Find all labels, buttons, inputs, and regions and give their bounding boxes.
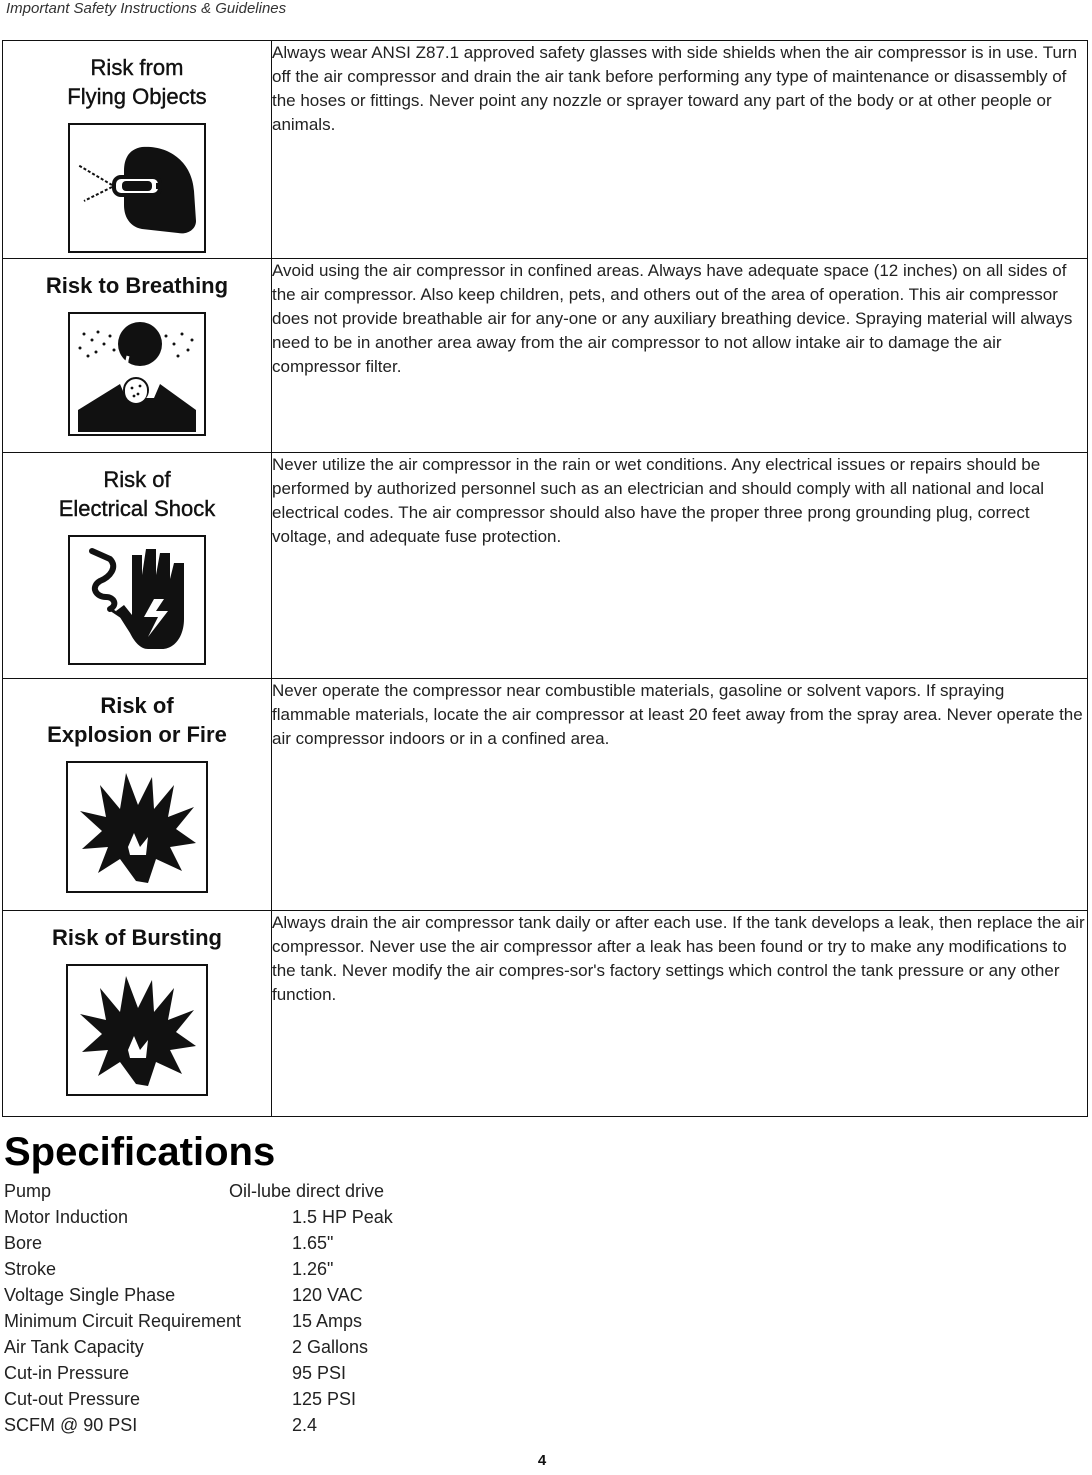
page-header: Important Safety Instructions & Guidelines [6,0,287,17]
risk-text-cell [272,259,1088,453]
spec-row [4,1256,484,1282]
risk-row-flying-objects [3,41,1088,259]
risk-title: Risk of Electrical Shock [58,467,216,521]
explosion-icon [66,761,208,893]
risk-row-electrical-shock [3,453,1088,679]
page-number: 4 [537,1452,547,1469]
risk-text-cell [272,911,1088,1117]
spec-value: Oil-lube direct drive [229,1181,385,1201]
spec-label: Air Tank Capacity [4,1337,144,1357]
spec-value: 15 Amps [292,1311,363,1331]
risk-description: Always drain the air compressor tank daily or after each use. If the tank develops a leak, then replace the air compressor. Never use the air compressor after a leak has been found or try to make any modifications to the tank. Never modify the air compres-sor's factory settings which control the tank pressure or any other function. [272,913,1085,1004]
risk-title: Risk of Explosion or Fire [47,693,227,747]
spec-value: 2.4 [292,1415,318,1435]
risk-title: Risk of Bursting [52,925,222,950]
spec-label: Cut-in Pressure [4,1363,130,1383]
spec-label: Voltage Single Phase [4,1285,176,1305]
spec-label: Pump [4,1181,52,1201]
spec-label: Stroke [4,1259,57,1279]
spec-label: Minimum Circuit Requirement [4,1311,242,1331]
spec-row [4,1282,484,1308]
risk-label-cell [3,911,272,1117]
spec-value: 1.65" [292,1233,334,1253]
spec-label: SCFM @ 90 PSI [4,1415,138,1435]
specifications-heading: Specifications [4,1130,276,1174]
risk-text-cell [272,679,1088,911]
specifications-list [4,1178,484,1438]
risk-description: Never utilize the air compressor in the rain or wet conditions. Any electrical issues or repairs should be performed by authorized personnel such as an electrician and should comply with all national and local electrical codes. The air compressor should also have the proper three prong grounding plug, correct voltage, and adequate fuse protection. [272,455,1045,546]
burst-explosion-icon [66,964,208,1096]
risk-label-cell [3,453,272,679]
spec-row [4,1386,484,1412]
risk-title: Risk from Flying Objects [67,55,207,109]
spec-value: 2 Gallons [292,1337,369,1357]
spec-label: Motor Induction [4,1207,129,1227]
spec-row [4,1178,484,1204]
risk-label-cell [3,259,272,453]
risk-title: Risk to Breathing [45,273,229,298]
spec-row [4,1334,484,1360]
spec-label: Cut-out Pressure [4,1389,141,1409]
safety-glasses-icon [68,123,206,253]
spec-value: 95 PSI [292,1363,347,1383]
breathing-hazard-icon [68,312,206,436]
spec-value: 1.26" [292,1259,334,1279]
risk-description: Always wear ANSI Z87.1 approved safety glasses with side shields when the air compressor is in use. Turn off the air compressor and drain the air tank before performing any type of maintenance or disassembly of the hoses or fittings. Never point any nozzle or sprayer toward any part of the body or at other people or animals. [272,43,1078,134]
risk-description: Never operate the compressor near combustible materials, gasoline or solvent vapors. If spraying flammable materials, locate the air compressor at least 20 feet away from the spray area. Never operate the air compressor indoors or in a confined area. [272,681,1083,748]
spec-value: 1.5 HP Peak [292,1207,393,1227]
spec-label: Bore [4,1233,43,1253]
risk-row-breathing [3,259,1088,453]
spec-row [4,1230,484,1256]
risk-text-cell [272,453,1088,679]
risk-row-bursting [3,911,1088,1117]
risk-description: Avoid using the air compressor in confined areas. Always have adequate space (12 inches) on all sides of the air compressor. Also keep children, pets, and others out of the area of operation. This air compressor does not provide breathable air for any-one or any auxiliary breathing device. Spraying material will always need to be in another area away from the air compressor to not allow intake air to damage the air compressor filter. [272,261,1073,376]
risk-text-cell [272,41,1088,259]
spec-value: 125 PSI [292,1389,357,1409]
spec-row [4,1308,484,1334]
risk-label-cell [3,41,272,259]
spec-value: 120 VAC [292,1285,363,1305]
safety-risk-table [2,40,1088,1117]
spec-row [4,1204,484,1230]
electric-shock-icon [68,535,206,665]
risk-row-explosion-fire [3,679,1088,911]
spec-row [4,1412,484,1438]
spec-row [4,1360,484,1386]
risk-label-cell [3,679,272,911]
